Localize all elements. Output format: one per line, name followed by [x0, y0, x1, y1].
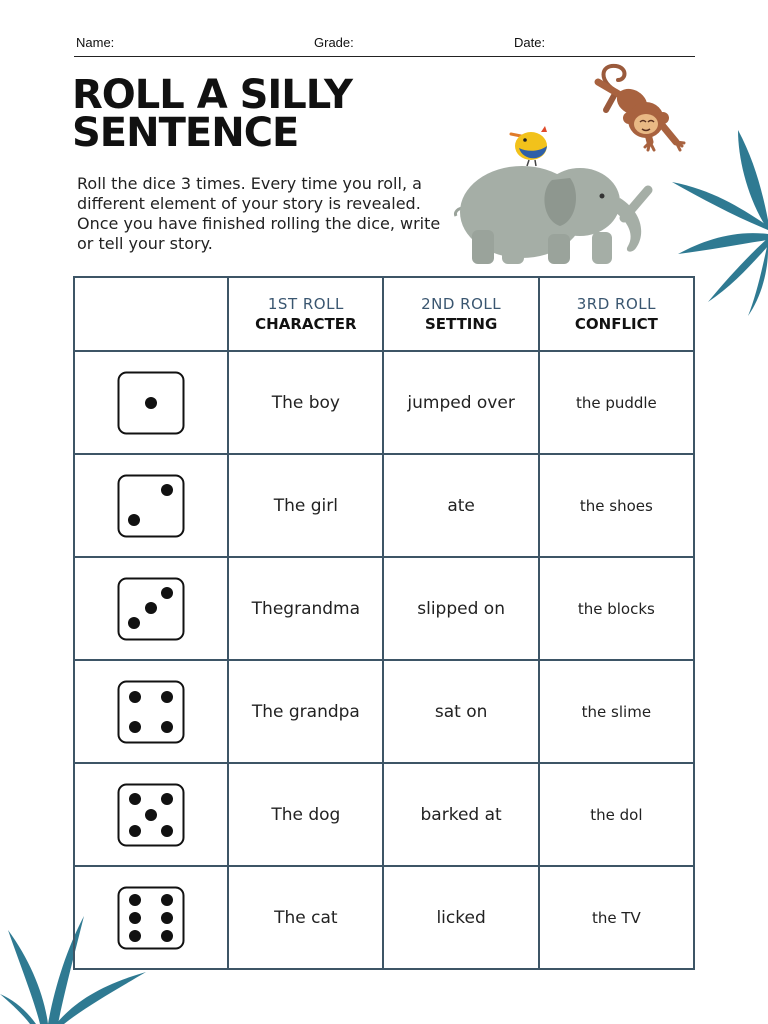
die-six-icon	[117, 886, 185, 950]
column-name: SETTING	[424, 315, 498, 333]
setting-text: jumped over	[407, 392, 515, 413]
setting-cell	[383, 454, 538, 557]
character-cell	[228, 454, 383, 557]
conflict-text: the dol	[590, 806, 643, 824]
character-text: The boy	[271, 392, 340, 413]
character-cell	[228, 557, 383, 660]
roll-label: 3RD ROLL	[576, 295, 656, 313]
die-cell	[74, 866, 228, 969]
die-cell	[74, 454, 228, 557]
die-five-icon	[117, 783, 185, 847]
character-text: Thegrandma	[251, 598, 361, 619]
elephant-illustration	[452, 150, 657, 268]
title-line-2: SENTENCE	[72, 110, 299, 156]
column-name: CHARACTER	[255, 315, 357, 333]
table-header-row	[74, 277, 694, 351]
student-info-line	[74, 34, 695, 57]
character-cell	[228, 351, 383, 454]
conflict-cell	[539, 454, 694, 557]
character-text: The cat	[274, 907, 338, 928]
table-row	[74, 454, 694, 557]
setting-cell	[383, 763, 538, 866]
die-two-icon	[117, 474, 185, 538]
table-row	[74, 866, 694, 969]
conflict-cell	[539, 557, 694, 660]
die-cell	[74, 351, 228, 454]
setting-cell	[383, 660, 538, 763]
conflict-text: the blocks	[577, 600, 655, 618]
conflict-cell	[539, 351, 694, 454]
character-cell	[228, 660, 383, 763]
table-row	[74, 351, 694, 454]
title-line-1: ROLL A SILLY	[72, 72, 352, 118]
setting-text: ate	[447, 495, 475, 516]
setting-cell	[383, 557, 538, 660]
die-cell	[74, 763, 228, 866]
setting-cell	[383, 351, 538, 454]
conflict-cell	[539, 866, 694, 969]
grade-label: Grade:	[314, 35, 354, 50]
conflict-text: the TV	[591, 909, 641, 927]
name-label: Name:	[76, 35, 115, 50]
date-label: Date:	[514, 35, 546, 50]
character-text: The dog	[271, 804, 341, 825]
table-row	[74, 763, 694, 866]
table-row	[74, 557, 694, 660]
header-setting	[383, 277, 538, 351]
character-cell	[228, 763, 383, 866]
die-one-icon	[117, 371, 185, 435]
setting-cell	[383, 866, 538, 969]
header-empty-cell	[74, 277, 228, 351]
die-four-icon	[117, 680, 185, 744]
instructions-text: Roll the dice 3 times. Every time you roll, a different element of your story is revealed. Once you have finished rolling the dice, write or tell your story.	[77, 174, 441, 253]
table-row	[74, 660, 694, 763]
header-conflict	[539, 277, 694, 351]
setting-text: slipped on	[417, 598, 505, 619]
conflict-text: the shoes	[579, 497, 653, 515]
setting-text: sat on	[434, 701, 488, 722]
die-cell	[74, 557, 228, 660]
setting-text: barked at	[420, 804, 502, 825]
character-text: The girl	[273, 495, 338, 516]
roll-label: 2ND ROLL	[421, 295, 502, 313]
character-text: The grandpa	[251, 701, 360, 722]
page-title	[72, 72, 412, 156]
die-cell	[74, 660, 228, 763]
setting-text: licked	[436, 907, 486, 928]
conflict-cell	[539, 763, 694, 866]
column-name: CONFLICT	[574, 315, 658, 333]
die-three-icon	[117, 577, 185, 641]
header-character	[228, 277, 383, 351]
conflict-text: the slime	[581, 703, 652, 721]
conflict-cell	[539, 660, 694, 763]
character-cell	[228, 866, 383, 969]
roll-label: 1ST ROLL	[267, 295, 344, 313]
roll-table	[73, 276, 695, 970]
conflict-text: the puddle	[575, 394, 657, 412]
